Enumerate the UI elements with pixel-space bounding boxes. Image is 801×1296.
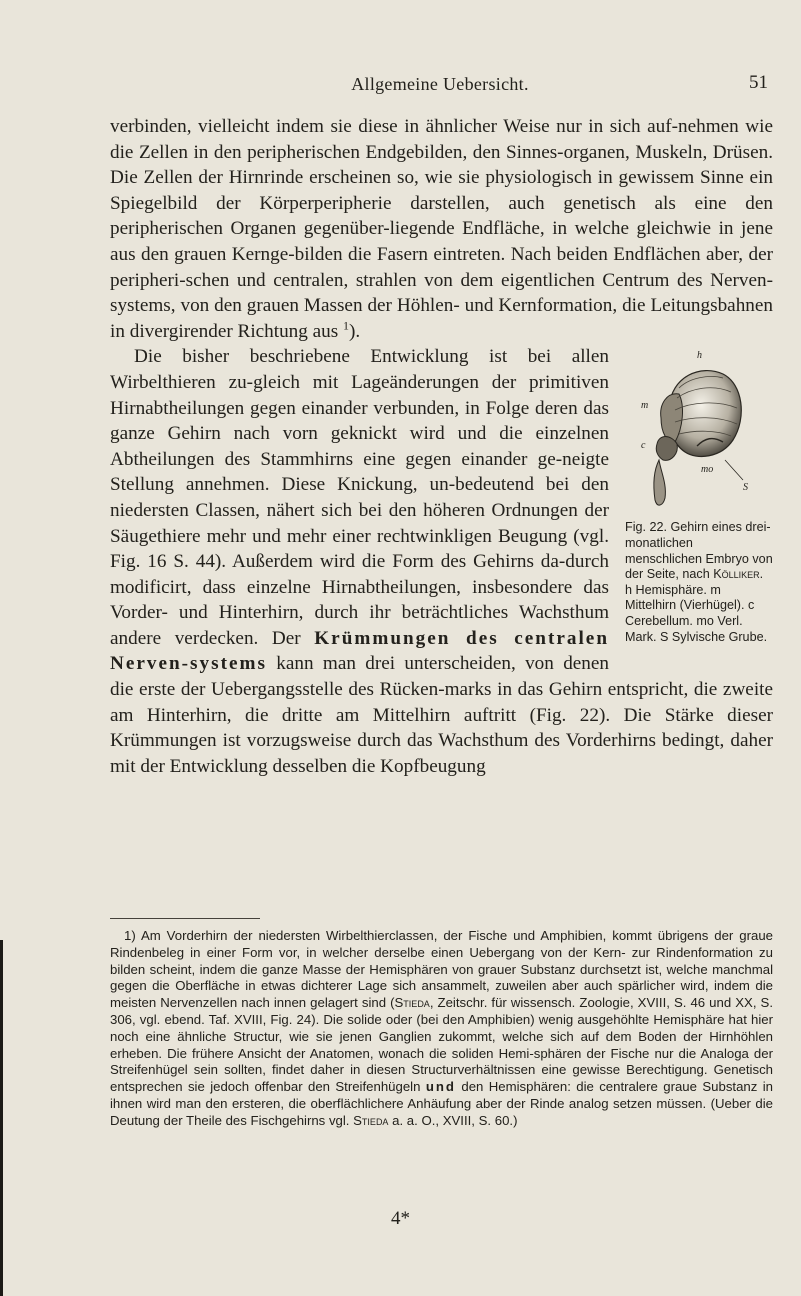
paragraph-1-text: verbinden, vielleicht indem sie diese in ähnlicher Weise nur in sich auf-nehmen wie die Zellen in den peripherischen Endgebilden, den Sinnes-organen, Muskeln, Drüsen. Die Zellen der Hirnrinde erscheinen so, wie sie physiologisch in gewissem Sinne ein Spiegelbild der Körperperipherie darstellen, auch genetisch als eine den peripherischen Organen gegenüber-liegende Endfläche, in welche gleichwie in jene aus den grauen Kernge-bilden die Fasern eintreten. Nach beiden Endflächen aber, der peripheri-schen und centralen, strahlen von dem eigentlichen Centrum des Nerven-systems, von den grauen Massen der Höhlen- und Kernformation, die Leitungsbahnen in divergirender Richtung aus xyxy=(110,116,773,342)
paragraph-2-text-a: Die bisher beschriebene Entwicklung ist bei allen Wirbelthieren zu-gleich mit Lageänderungen der primitiven Hirnabtheilungen gegen einander verbunden, in Folge deren das ganze Gehirn nach vorn geknickt wird und die einzelnen Abtheilungen des Stammhirns eine gegen einander ge-neigte Stellung annehmen. Diese Knickung, un-bedeutend bei den niedersten Classen, nähert sich bei den höheren Ordnungen der Säugethiere mehr und mehr einer rechtwinkligen Beugung (vgl. Fig. 16 S. 44). Außerdem wird die Form des Gehirns da-durch modificirt, dass einzelne Hirnabtheilungen, insbesondere das Vorder- und Hinterhirn, durch ihr beträchtliches Wachsthum andere verdecken. Der xyxy=(110,346,609,649)
footnote-1-und: und xyxy=(425,1079,456,1095)
fig-label-h: h xyxy=(697,350,702,362)
paragraph-2-block xyxy=(110,344,773,779)
footnote-1-text-b: , Zeitschr. für wissensch. Zoologie, XVIII, S. 46 und XX, S. 306, vgl. ebend. Taf. XVIII, Fig. 24). Die solide oder (bei den Amphibien) wenig ausgehöhlte Hemisphäre hat hier noch eine ähnliche Structur, wie sie jenen Ganglien zukommt, welche sich auf dem Boden der Hirnhöhlen erheben. Die frühere Ansicht der Anatomen, wonach die soliden Hemi-sphären der Fische nur die Analoga der Streifenhügel sein sollten, findet daher in diesen Structurverhältnissen eine gewisse Berechtigung. Genetisch entsprechen sie jedoch offenbar den Streifenhügeln xyxy=(110,995,773,1095)
footnote-rule xyxy=(110,918,260,919)
figure-caption-author: Kölliker. xyxy=(713,567,764,582)
figure-22 xyxy=(625,348,773,658)
footnote-1 xyxy=(110,928,773,1130)
medulla-shape xyxy=(654,460,666,505)
fig-label-c: c xyxy=(641,440,646,452)
signature-mark: 4* xyxy=(391,1208,410,1229)
footnote-1-author-2: Stieda xyxy=(353,1112,389,1128)
paragraph-2-text-b: kann man drei unterscheiden, von denen die erste der Uebergangsstelle des Rücken-marks in das Gehirn entspricht, die zweite am Hinterhirn, die dritte am Mittelhirn auftritt (Fig. 22). Die Stärke dieser Krümmungen ist vorzugsweise durch das Wachsthum des Vorderhirns bedingt, daher mit der Entwicklung desselben die Kopfbeugung xyxy=(110,653,773,777)
page-header xyxy=(110,74,770,98)
figure-caption xyxy=(625,520,773,645)
footnote-1-text-c: den Hemisphären: die centralere graue Substanz in ihnen wird man den ersteren, die oberflächlichere Anhäufung aber der Rinde analog setzen müssen. (Ueber die Deutung der Theile des Fischgehirns vgl. xyxy=(110,1079,773,1128)
cerebellum-shape xyxy=(656,437,677,461)
embryo-brain-illustration xyxy=(639,348,759,516)
footnote-1-text-a: 1) Am Vorderhirn der niedersten Wirbelthierclassen, der Fische und Amphibien, kommt übrigens der graue Rindenbeleg in einer Form vor, in welcher derselbe einen Uebergang von der Kern- zur Rindenformation zu bilden scheint, indem die ganze Masse der Hemisphären von grauer Substanz durchsetzt ist, welche manchmal gegen die Oberfläche in etwas dichterer Lage sich ansammelt, zuweilen aber auch spärlicher wird, indem die meisten Nervenzellen nach innen gelagert sind ( xyxy=(110,928,773,1011)
fig-label-mo: mo xyxy=(701,464,714,476)
running-title: Allgemeine Uebersicht. xyxy=(351,74,529,94)
paragraph-1-end: ). xyxy=(349,320,361,342)
figure-caption-text-b: h Hemisphäre. m Mittelhirn (Vierhügel). c Cerebellum. mo Verl. Mark. S Sylvische Grube. xyxy=(625,582,768,644)
footnote-1-text-d: a. a. O., XVIII, S. 60.) xyxy=(392,1112,518,1128)
paragraph-2-emphasis: Krümmungen des centralen Nerven-systems xyxy=(110,627,609,675)
figure-caption-text-a: Fig. 22. Gehirn eines drei-monatlichen menschlichen Embryo von der Seite, nach xyxy=(625,520,773,582)
page-number: 51 xyxy=(749,72,768,93)
fig-label-m: m xyxy=(641,400,649,412)
body-text xyxy=(110,114,773,779)
pointer-line xyxy=(725,460,743,480)
footnote-1-paragraph xyxy=(110,928,773,1130)
fig-label-s: S xyxy=(743,482,748,494)
footnote-1-author-1: Stieda xyxy=(394,995,430,1011)
scan-edge-bar xyxy=(0,940,3,1296)
paragraph-1 xyxy=(110,114,773,344)
footnote-ref-1[interactable]: 1 xyxy=(343,318,350,333)
